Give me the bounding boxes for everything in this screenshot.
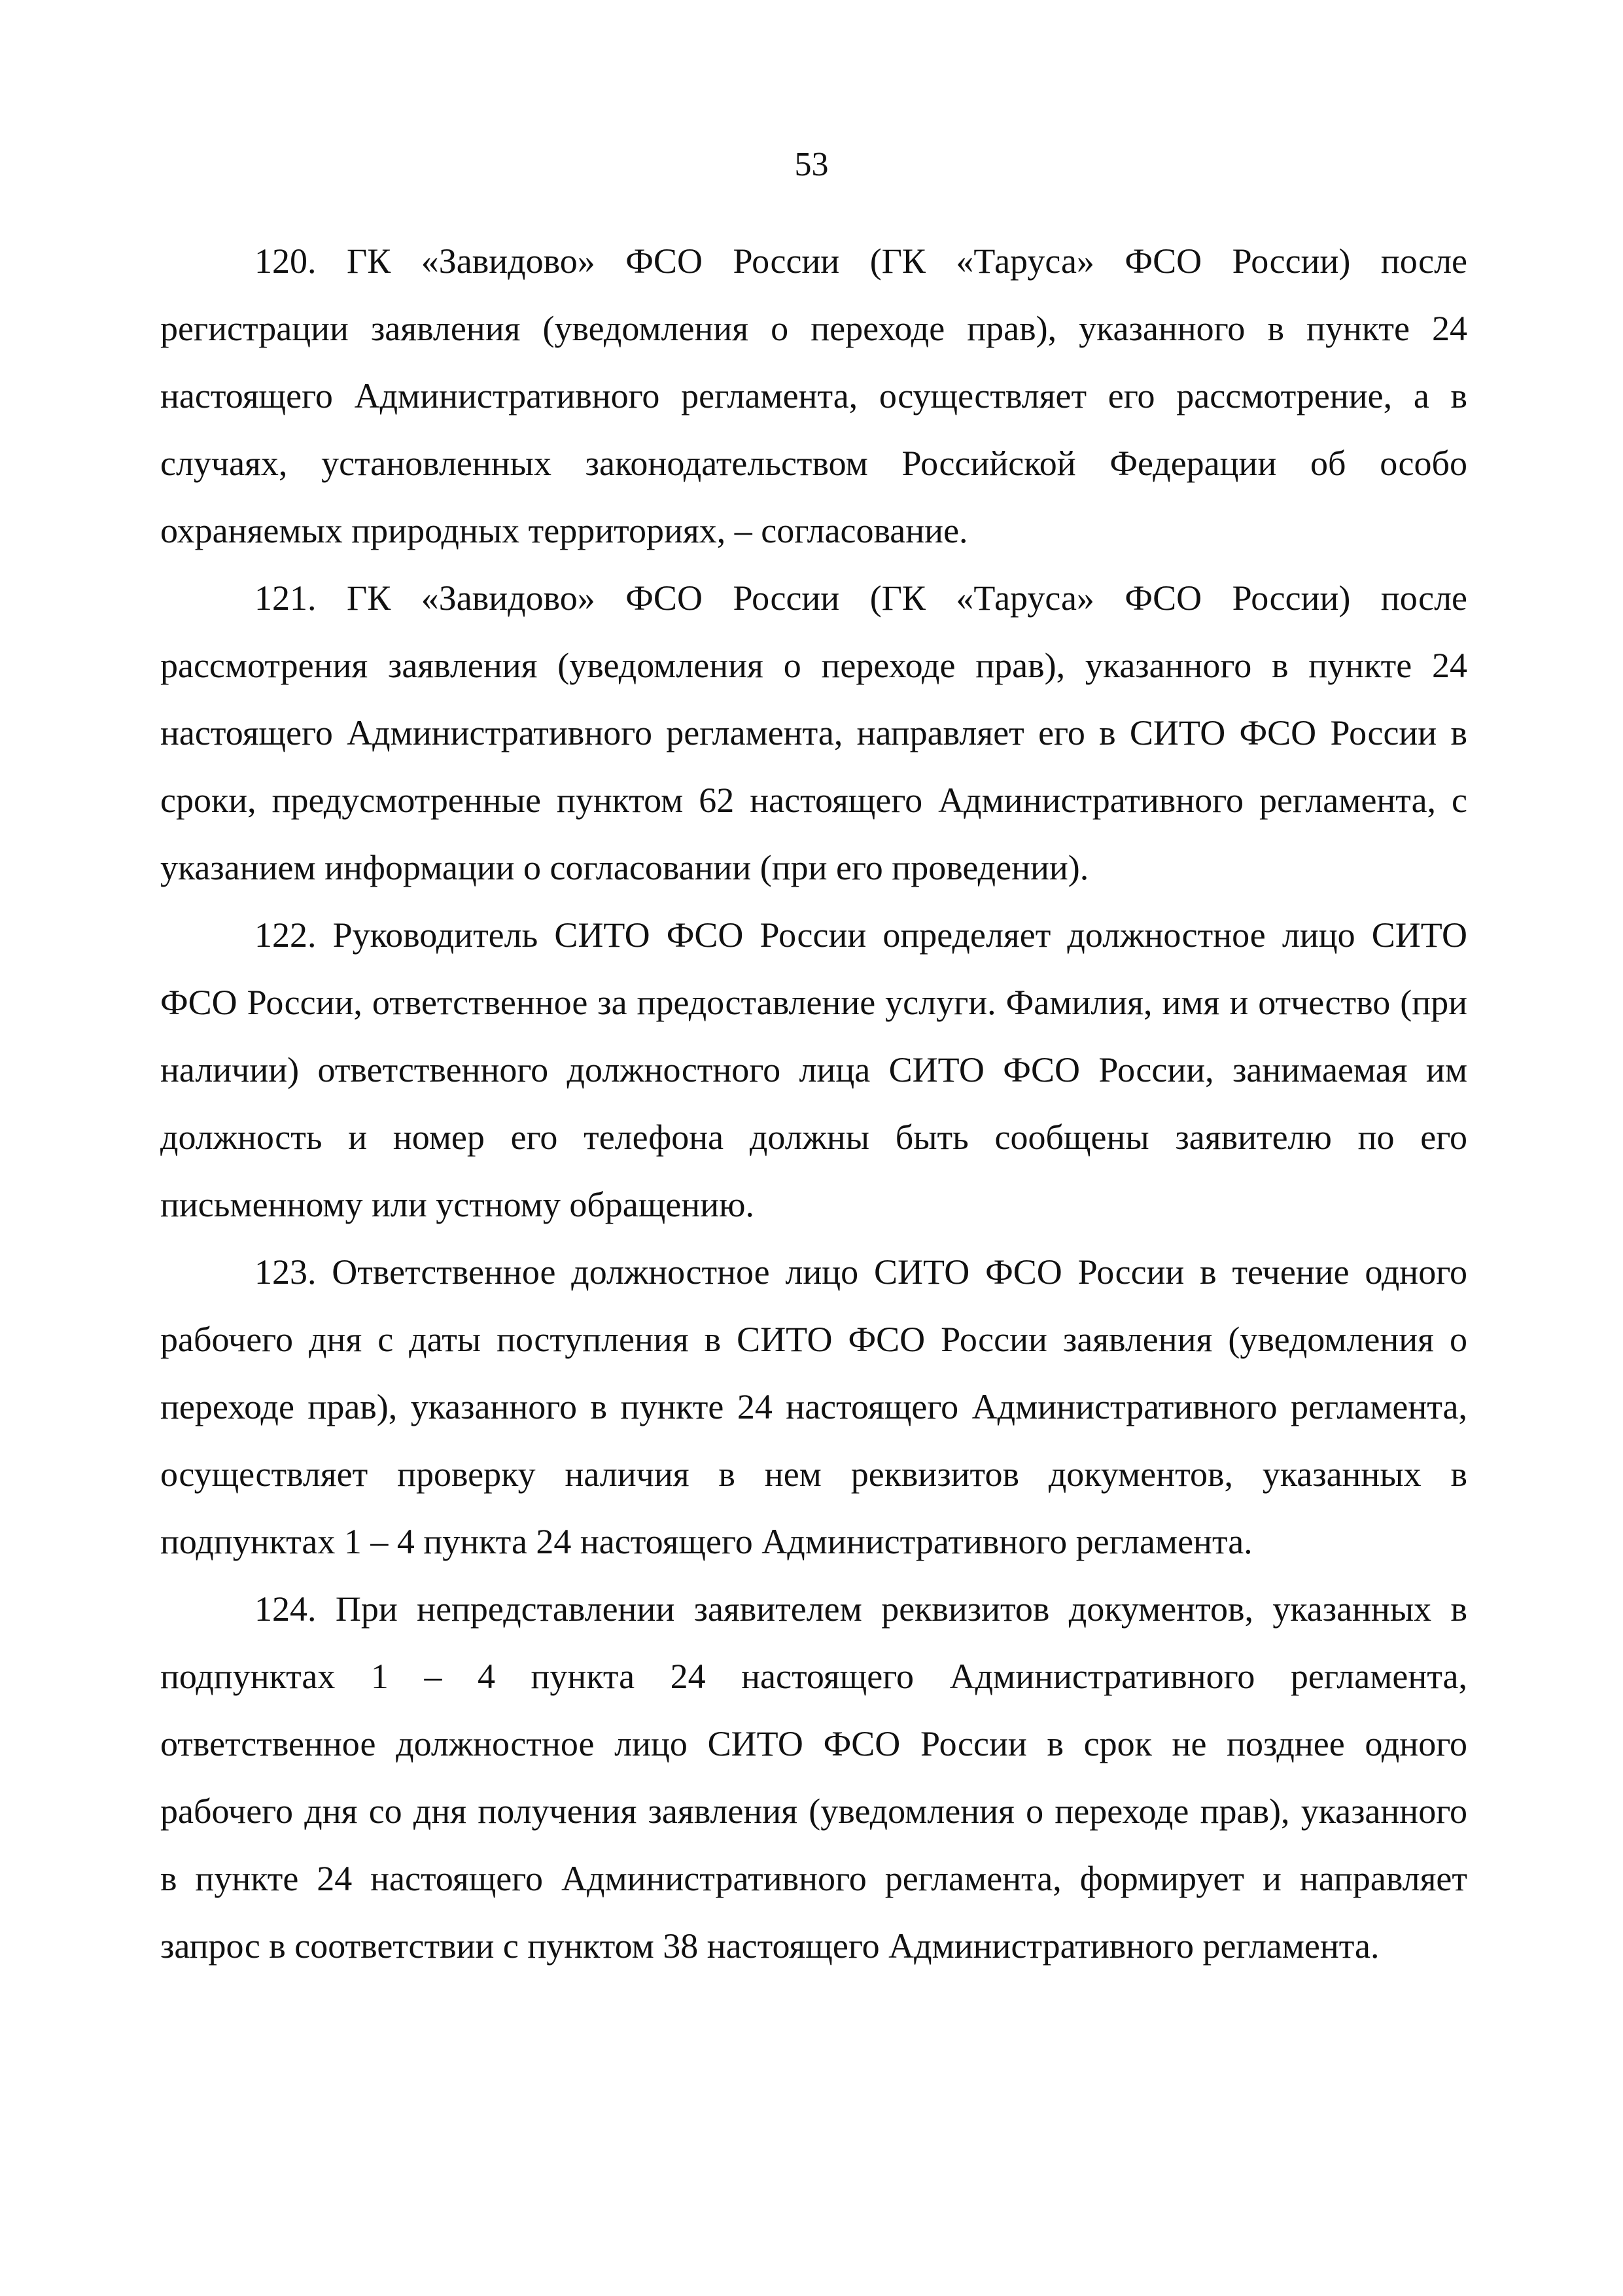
- page-number: 53: [794, 146, 829, 183]
- paragraph-121: 121. ГК «Завидово» ФСО России (ГК «Таруса» ФСО России) после рассмотрения заявления (уведомления о переходе прав), указанного в пункте 24 настоящего Административного регламента, направляет его в СИТО ФСО России в сроки, предусмотренные пунктом 62 настоящего Административного регламента, с указанием информации о согласовании (при его проведении).: [160, 578, 1467, 887]
- paragraph-120: 120. ГК «Завидово» ФСО России (ГК «Таруса» ФСО России) после регистрации заявления (уведомления о переходе прав), указанного в пункте 24 настоящего Административного регламента, осуществляет его рассмотрение, а в случаях, установленных законодательством Российской Федерации об особо охраняемых природных территориях, – согласование.: [160, 241, 1467, 550]
- paragraph-123: 123. Ответственное должностное лицо СИТО ФСО России в течение одного рабочего дня с даты поступления в СИТО ФСО России заявления (уведомления о переходе прав), указанного в пункте 24 настоящего Административного регламента, осуществляет проверку наличия в нем реквизитов документов, указанных в подпунктах 1 – 4 пункта 24 настоящего Административного регламента.: [160, 1252, 1467, 1561]
- paragraph-122: 122. Руководитель СИТО ФСО России определяет должностное лицо СИТО ФСО России, ответственное за предоставление услуги. Фамилия, имя и отчество (при наличии) ответственного должностного лица СИТО ФСО России, занимаемая им должность и номер его телефона должны быть сообщены заявителю по его письменному или устному обращению.: [160, 915, 1467, 1224]
- document-body: [160, 228, 1467, 1980]
- paragraph-124: 124. При непредставлении заявителем реквизитов документов, указанных в подпунктах 1 – 4 пункта 24 настоящего Административного регламента, ответственное должностное лицо СИТО ФСО России в срок не позднее одного рабочего дня со дня получения заявления (уведомления о переходе прав), указанного в пункте 24 настоящего Административного регламента, формирует и направляет запрос в соответствии с пунктом 38 настоящего Административного регламента.: [160, 1589, 1467, 1966]
